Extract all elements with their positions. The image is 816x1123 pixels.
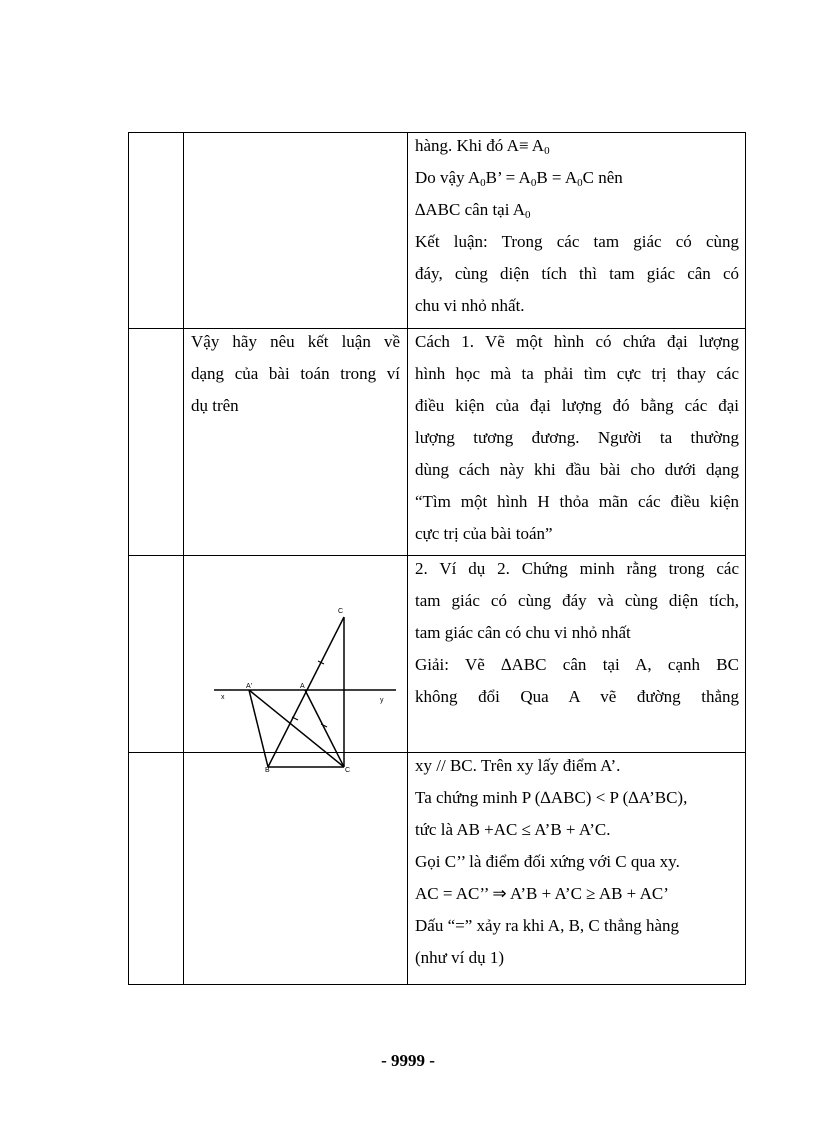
text-segment: B’ = A — [485, 168, 531, 187]
label-C: C — [345, 767, 351, 774]
label-C2: C — [338, 608, 344, 615]
row3-content-cell — [415, 553, 739, 713]
text-segment: ∆ABC cân tại A — [415, 200, 526, 219]
segment-A1-B — [249, 690, 268, 767]
content-line: lượng tương đương. Người ta thường — [415, 428, 739, 447]
content-line: AC = AC’’ ⇒ A’B + A’C ≥ AB + AC’ — [415, 884, 669, 903]
row2-content-cell — [415, 326, 739, 550]
content-line: “Tìm một hình H thỏa mãn các điều kiện — [415, 492, 739, 511]
content-line — [415, 194, 739, 226]
text-segment: hàng. Khi đó A≡ A — [415, 136, 545, 155]
tick-mark — [318, 661, 324, 664]
label-A-prime: A' — [246, 683, 253, 690]
content-line — [415, 290, 739, 322]
question-line: Vậy hãy nêu kết luận về — [191, 332, 400, 351]
content-line — [415, 130, 739, 162]
text-segment: Do vậy A — [415, 168, 481, 187]
content-line: Cách 1. Vẽ một hình có chứa đại lượng — [415, 332, 739, 351]
content-line: 2. Ví dụ 2. Chứng minh rằng trong các — [415, 559, 739, 578]
content-line: tam giác cân có chu vi nhỏ nhất — [415, 623, 631, 642]
segment-A-C — [305, 690, 344, 767]
text-segment: đáy, cùng diện tích thì tam giác cân có — [415, 264, 739, 283]
subscript: 0 — [525, 209, 531, 221]
subscript: 0 — [544, 145, 550, 157]
table-divider-col2 — [407, 132, 408, 984]
content-line: tức là AB +AC ≤ A’B + A’C. — [415, 820, 611, 839]
content-line: Giải: Vẽ ∆ABC cân tại A, cạnh BC — [415, 655, 739, 674]
subscript: 0 — [577, 177, 583, 189]
content-line: Ta chứng minh P (∆ABC) < P (∆A’BC), — [415, 788, 688, 807]
tick-mark — [321, 724, 327, 727]
content-line: xy // BC. Trên xy lấy điểm A’. — [415, 756, 621, 775]
segment-A1-C — [249, 690, 344, 767]
question-line: dạng của bài toán trong ví — [191, 364, 400, 383]
content-line: cực trị của bài toán” — [415, 524, 553, 543]
label-x: x — [221, 694, 225, 701]
content-line — [415, 226, 739, 258]
content-line: dùng cách này khi đầu bài cho dưới dạng — [415, 460, 739, 479]
row2-question-cell — [191, 326, 400, 422]
row1-content-cell — [415, 130, 739, 322]
label-A: A — [300, 683, 305, 690]
text-segment: C nên — [582, 168, 623, 187]
subscript: 0 — [480, 177, 486, 189]
table-border-right — [745, 132, 746, 984]
content-line: không đổi Qua A vẽ đường thẳng — [415, 687, 739, 706]
text-segment: B = A — [536, 168, 578, 187]
content-line: Gọi C’’ là điểm đối xứng với C qua xy. — [415, 852, 680, 871]
segment-B-C2 — [268, 617, 344, 767]
subscript: 0 — [530, 177, 537, 189]
content-line: tam giác có cùng đáy và cùng diện tích, — [415, 591, 739, 610]
table-divider-col1 — [183, 132, 184, 984]
table-border-bottom — [128, 984, 746, 985]
text-segment: Kết luận: Trong các tam giác có cùng — [415, 232, 739, 251]
text-segment: chu vi nhỏ nhất. — [415, 296, 525, 315]
content-line: (như ví dụ 1) — [415, 948, 505, 967]
page-number: - 9999 - — [381, 1051, 435, 1070]
question-line: dụ trên — [191, 396, 239, 415]
tick-mark — [292, 717, 298, 720]
table-border-left — [128, 132, 129, 984]
label-y: y — [380, 697, 384, 704]
label-B: B — [265, 767, 270, 774]
row4-content-cell — [415, 750, 739, 974]
content-line: hình học mà ta phải tìm cực trị thay các — [415, 364, 739, 383]
content-line — [415, 162, 739, 194]
content-line: điều kiện của đại lượng đó bằng các đại — [415, 396, 739, 415]
content-line — [415, 258, 739, 290]
content-line: Dấu “=” xảy ra khi A, B, C thẳng hàng — [415, 916, 680, 935]
